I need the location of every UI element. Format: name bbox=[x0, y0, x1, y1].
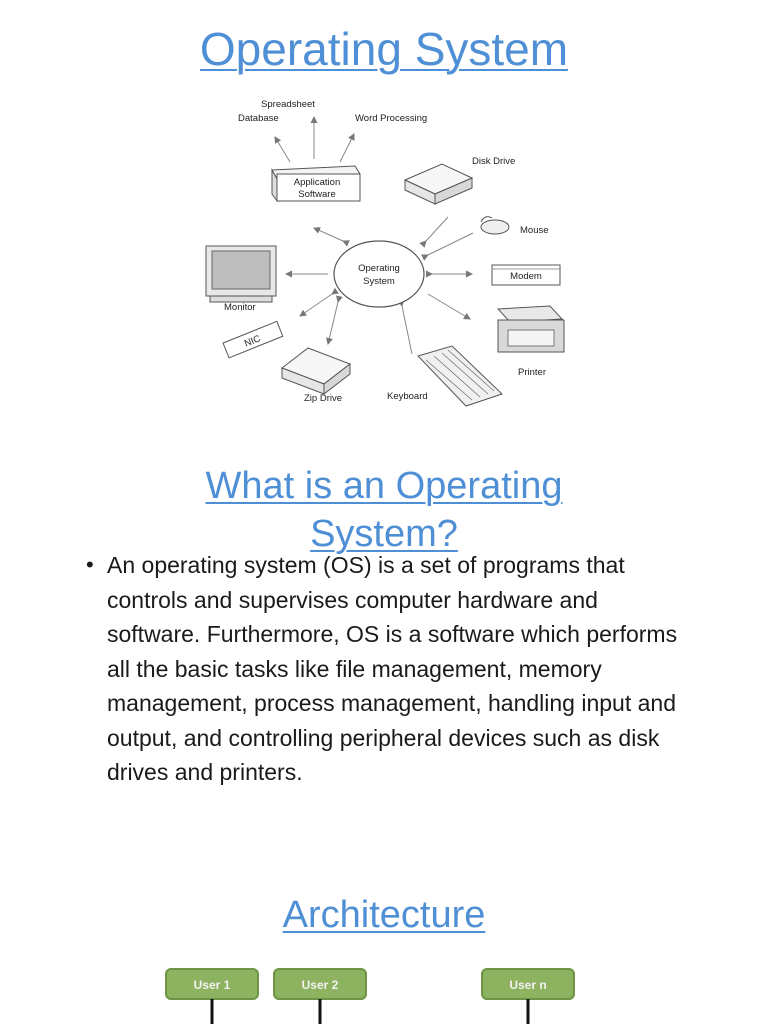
user-box-2 bbox=[274, 969, 366, 1024]
zip-drive-icon bbox=[282, 348, 350, 394]
mouse-icon bbox=[481, 217, 509, 234]
modem-label: Modem bbox=[510, 271, 542, 282]
svg-text:Software: Software bbox=[298, 189, 336, 200]
os-center-node bbox=[334, 241, 424, 307]
section-heading-architecture: Architecture bbox=[282, 894, 486, 936]
svg-text:User 2: User 2 bbox=[301, 978, 339, 992]
modem-icon bbox=[492, 265, 560, 285]
bullet-text: An operating system (OS) is a set of programs that controls and supervises computer hardware and software. Furthermore, OS is a software which performs all the basic tasks like file management, memory management, process management, handling input and output, and controlling peripheral devices such as disk drives and printers. bbox=[107, 552, 678, 785]
printer-icon bbox=[498, 306, 564, 352]
word-processing-label: Word Processing bbox=[355, 113, 428, 124]
bullet-paragraph bbox=[86, 548, 696, 790]
bullet-icon: • bbox=[86, 552, 94, 577]
svg-text:NIC: NIC bbox=[242, 333, 263, 350]
user-box-1 bbox=[166, 969, 258, 1024]
disk-drive-icon bbox=[405, 164, 472, 204]
monitor-icon bbox=[206, 246, 276, 302]
mouse-label: Mouse bbox=[520, 225, 549, 236]
nic-icon bbox=[223, 321, 283, 358]
database-label: Database bbox=[238, 113, 279, 124]
monitor-label: Monitor bbox=[224, 302, 256, 313]
svg-text:User 1: User 1 bbox=[193, 978, 231, 992]
zip-drive-label: Zip Drive bbox=[304, 393, 343, 404]
printer-label: Printer bbox=[518, 367, 546, 378]
svg-text:User n: User n bbox=[509, 978, 547, 992]
keyboard-icon bbox=[418, 346, 502, 406]
os-diagram bbox=[190, 94, 580, 414]
disk-drive-label: Disk Drive bbox=[472, 156, 516, 167]
user-box-n bbox=[482, 969, 574, 1024]
keyboard-label: Keyboard bbox=[387, 391, 428, 402]
spreadsheet-label: Spreadsheet bbox=[261, 99, 315, 110]
section-heading-what: What is an Operating System? bbox=[205, 465, 563, 555]
svg-text:System: System bbox=[363, 276, 395, 287]
svg-text:Application: Application bbox=[293, 177, 341, 188]
page-title: Operating System bbox=[199, 23, 569, 75]
svg-text:Operating: Operating bbox=[358, 263, 400, 274]
architecture-diagram bbox=[160, 964, 590, 1024]
application-software-node bbox=[272, 166, 360, 201]
